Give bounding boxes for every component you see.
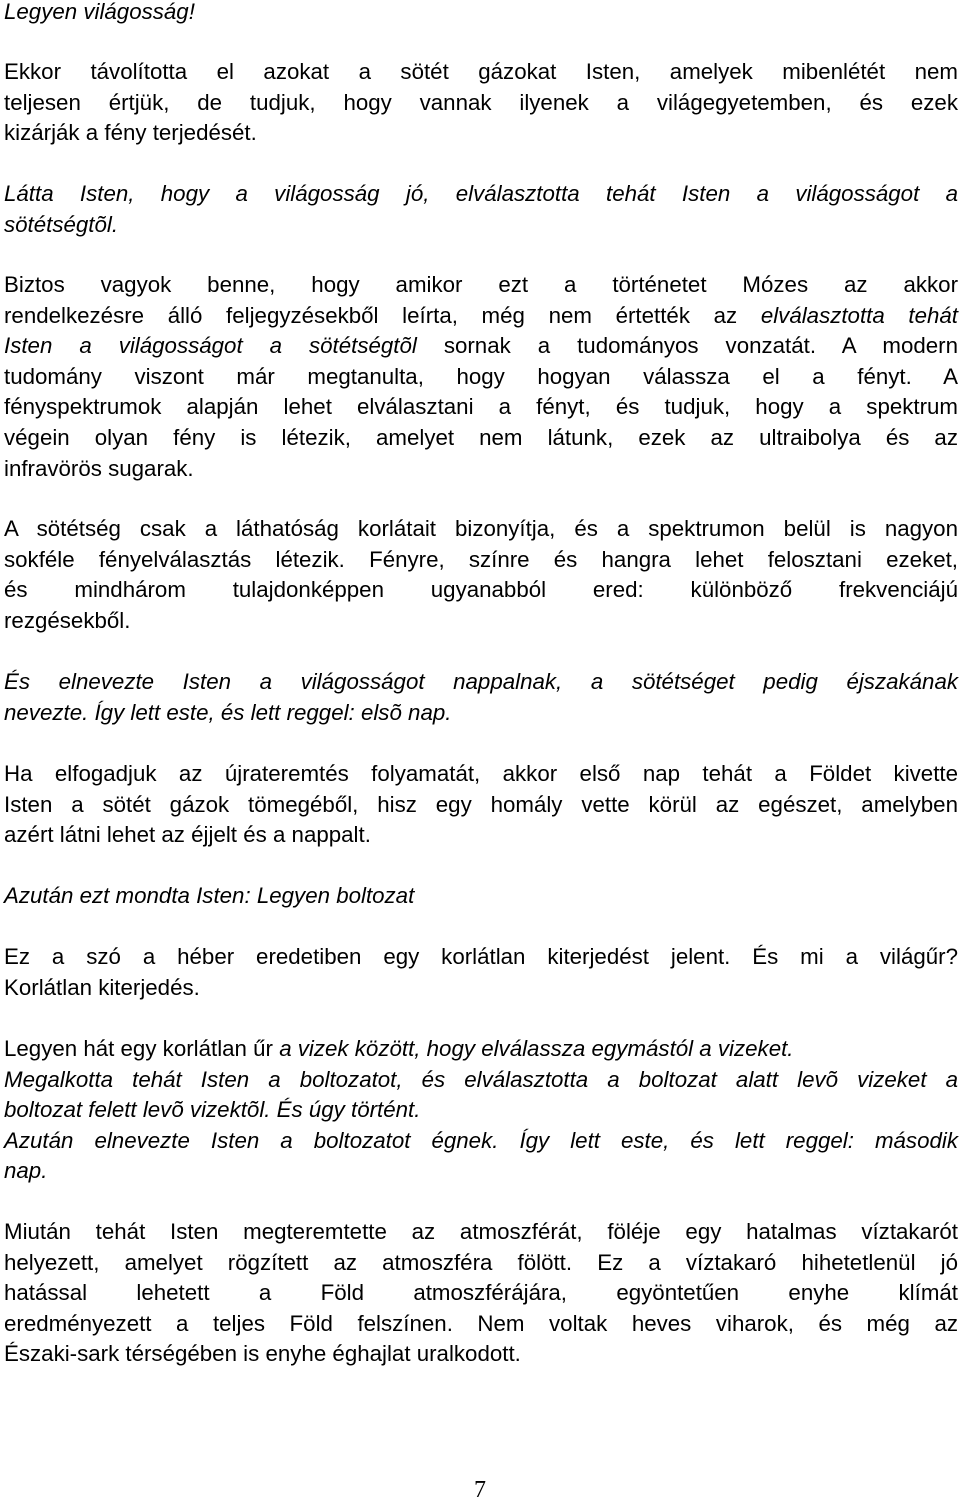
quote-line: sötétségtõl. bbox=[4, 211, 119, 237]
quote-line: Azután ezt mondta Isten: Legyen boltozat bbox=[4, 883, 415, 908]
quote-run: elválasztotta tehát bbox=[760, 302, 958, 328]
paragraph-2 bbox=[4, 270, 958, 484]
text-line: Biztos vagyok benne, hogy amikor ezt a történetet Mózes az akkor bbox=[4, 272, 958, 297]
quote-line: nevezte. Így lett este, és lett reggel: elsõ nap. bbox=[4, 699, 452, 725]
text-line bbox=[4, 301, 958, 332]
quote-3 bbox=[4, 881, 958, 912]
quote-run: a vizek között, hogy elválassza egymástól a vizeket. bbox=[279, 1036, 794, 1061]
text-line: tudomány viszont már megtanulta, hogy hogyan válassza el a fényt. A bbox=[4, 363, 958, 389]
quote-run: Isten a világosságot a sötétségtõl bbox=[4, 333, 417, 359]
text-line: teljesen értjük, de tudjuk, hogy vannak ilyenek a világegyetemben, és ezek bbox=[4, 89, 958, 115]
paragraph-5 bbox=[4, 942, 958, 1003]
text-line: helyezett, amelyet rögzített az atmoszféra fölött. Ez a víztakaró hihetetlenül jó bbox=[4, 1249, 958, 1275]
paragraph-7 bbox=[4, 1217, 958, 1370]
quote-line: boltozat felett levõ vizektõl. És úgy történt. bbox=[4, 1097, 421, 1123]
text-line: Miután tehát Isten megteremtette az atmoszférát, föléje egy hatalmas víztakarót bbox=[4, 1219, 958, 1244]
text-line: A sötétség csak a láthatóság korlátait bizonyítja, és a spektrumon belül is nagyon bbox=[4, 516, 958, 541]
quote-1 bbox=[4, 179, 958, 240]
text-line: és mindhárom tulajdonképpen ugyanabból ered: különböző frekvenciájú bbox=[4, 577, 958, 603]
text-line bbox=[4, 1034, 958, 1065]
text-line: kizárják a fény terjedését. bbox=[4, 120, 257, 146]
paragraph-4 bbox=[4, 759, 958, 851]
quote-line: nap. bbox=[4, 1158, 48, 1184]
quote-line: Megalkotta tehát Isten a boltozatot, és elválasztotta a boltozat alatt levõ vizeket a bbox=[4, 1066, 958, 1092]
paragraph-6 bbox=[4, 1034, 958, 1187]
text-line: Isten a sötét gázok tömegéből, hisz egy homály vette körül az egészet, amelyben bbox=[4, 791, 958, 817]
page-number: 7 bbox=[474, 1477, 486, 1503]
text-line: Ez a szó a héber eredetiben egy korlátlan kiterjedést jelent. És mi a világűr? bbox=[4, 944, 958, 969]
text-line: sokféle fényelválasztás létezik. Fényre, színre és hangra lehet felosztani ezeket, bbox=[4, 546, 958, 572]
text-line: eredményezett a teljes Föld felszínen. Nem voltak heves viharok, és még az bbox=[4, 1310, 958, 1336]
text-line: rezgésekből. bbox=[4, 607, 131, 633]
document-title bbox=[4, 0, 958, 28]
quote-2 bbox=[4, 667, 958, 728]
text-run: sornak a tudományos vonzatát. A modern bbox=[416, 333, 958, 359]
text-line: Korlátlan kiterjedés. bbox=[4, 974, 200, 1000]
text-line: fényspektrumok alapján lehet elválasztani a fényt, és tudjuk, hogy a spektrum bbox=[4, 394, 958, 420]
text-line: Északi-sark térségében is enyhe éghajlat uralkodott. bbox=[4, 1341, 521, 1367]
quote-line: És elnevezte Isten a világosságot nappalnak, a sötétséget pedig éjszakának bbox=[4, 669, 958, 694]
quote-line: Azután elnevezte Isten a boltozatot égnek. Így lett este, és lett reggel: második bbox=[4, 1127, 958, 1153]
text-line: infravörös sugarak. bbox=[4, 455, 194, 481]
paragraph-1 bbox=[4, 57, 958, 149]
text-run: Legyen hát egy korlátlan űr bbox=[4, 1036, 280, 1061]
text-line: Ha elfogadjuk az újrateremtés folyamatát, akkor első nap tehát a Földet kivette bbox=[4, 761, 958, 786]
text-run: rendelkezésre álló feljegyzésekből leírta, még nem értették az bbox=[4, 302, 761, 328]
text-line: azért látni lehet az éjjelt és a nappalt. bbox=[4, 822, 371, 848]
text-line: végein olyan fény is létezik, amelyet nem látunk, ezek az ultraibolya és az bbox=[4, 424, 958, 450]
text-line bbox=[4, 331, 958, 362]
quote-line: Látta Isten, hogy a világosság jó, elválasztotta tehát Isten a világosságot a bbox=[4, 181, 958, 206]
title-line: Legyen világosság! bbox=[4, 0, 195, 24]
text-line: Ekkor távolította el azokat a sötét gázokat Isten, amelyek mibenlétét nem bbox=[4, 59, 958, 84]
paragraph-3 bbox=[4, 514, 958, 636]
text-line: hatással lehetett a Föld atmoszférájára, egyöntetűen enyhe klímát bbox=[4, 1280, 958, 1306]
